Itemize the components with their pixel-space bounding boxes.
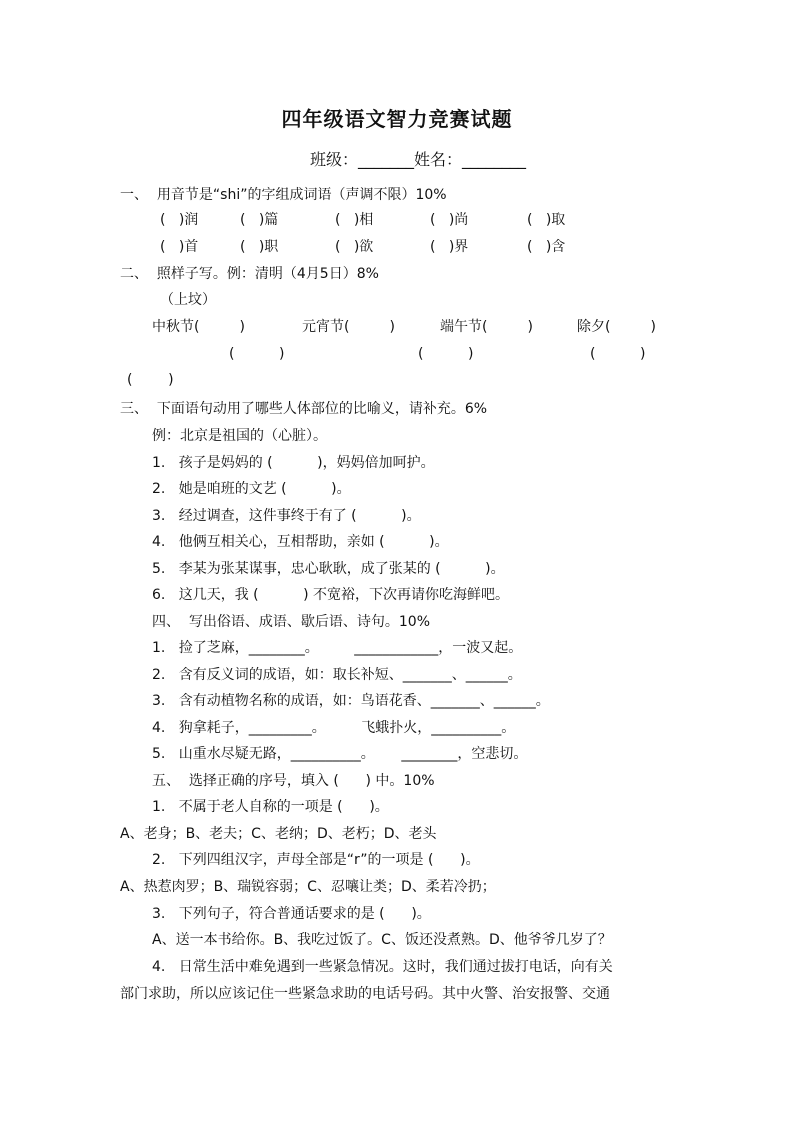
section-4-item: 5. 山重水尽疑无路，__________。 ________，空悲切。 [152,746,528,762]
class-name-fields: 班级：_______姓名：________ [309,150,526,169]
section-4-item: 1. 捡了芝麻，________。 ____________，一波又起。 [152,640,523,656]
blank-item: ( )职 [240,239,279,255]
section-4-item: 3. 含有动植物名称的成语，如：鸟语花香、_______、______。 [152,693,550,709]
answer-blank: ( ) [127,372,174,388]
section-5-item: A、送一本书给你。B、我吃过饭了。C、饭还没煮熟。D、他爷爷几岁了？ [152,932,612,948]
answer-blank: ( ) [229,346,285,362]
blank-item: ( )尚 [430,212,469,228]
section-3-item: 5. 李某为张某谋事，忠心耿耿，成了张某的 ( )。 [152,561,505,577]
section-4-heading: 四、 写出俗语、成语、歇后语、诗句。10% [152,614,431,630]
section-2-heading: 二、 照样子写。例：清明（4月5日）8% [120,266,379,282]
blank-item: ( )取 [527,212,566,228]
section-5-item: A、老身；B、老夫；C、老纳；D、老朽；D、老头 [120,826,437,842]
section-5-item: 4. 日常生活中难免遇到一些紧急情况。这时，我们通过拔打电话，向有关 [152,959,613,975]
blank-item: ( )首 [160,239,199,255]
blank-item: ( )润 [160,212,199,228]
festival-item: 除夕( ) [577,319,656,335]
blank-item: ( )界 [430,239,469,255]
section-1-heading: 一、 用音节是“shi”的字组成词语（声调不限）10% [120,187,447,203]
section-5-item: 1. 不属于老人自称的一项是 ( )。 [152,799,389,815]
section-3-item: 1. 孩子是妈妈的 ( )，妈妈倍加呵护。 [152,455,435,471]
blank-item: ( )相 [335,212,374,228]
festival-item: 中秋节( ) [152,319,245,335]
festival-item: 元宵节( ) [302,319,395,335]
section-2-example-cont: （上坟） [160,292,216,308]
section-5-item: 3. 下列句子，符合普通话要求的是 ( )。 [152,906,431,922]
section-3-heading: 三、 下面语句动用了哪些人体部位的比喻义，请补充。6% [120,401,488,417]
section-3-item: 2. 她是咱班的文艺 ( )。 [152,481,351,497]
answer-blank: ( ) [590,346,646,362]
blank-item: ( )欲 [335,239,374,255]
section-3-item: 3. 经过调查，这件事终于有了 ( )。 [152,508,421,524]
section-3-item: 6. 这几天，我 ( ) 不宽裕，下次再请你吃海鲜吧。 [152,587,510,603]
blank-item: ( )篇 [240,212,279,228]
section-5-heading: 五、 选择正确的序号，填入 ( ) 中。10% [152,773,435,789]
festival-item: 端午节( ) [440,319,533,335]
section-5-item: A、热惹肉罗；B、瑞锐容弱；C、忍嚷让类；D、柔若冷扔； [120,879,496,895]
section-3-item: 4. 他俩互相关心，互相帮助，亲如 ( )。 [152,534,449,550]
blank-item: ( )含 [527,239,566,255]
page-title: 四年级语文智力竞赛试题 [281,107,513,131]
section-4-item: 2. 含有反义词的成语，如：取长补短、_______、______。 [152,667,522,683]
section-4-item: 4. 狗拿耗子，_________。 飞蛾扑火，__________。 [152,720,516,736]
answer-blank: ( ) [418,346,474,362]
section-3-example: 例：北京是祖国的（心脏）。 [152,428,327,444]
section-5-item: 2. 下列四组汉字，声母全部是“r”的一项是 ( )。 [152,852,480,868]
section-5-item: 部门求助，所以应该记住一些紧急求助的电话号码。其中火警、治安报警、交通 [120,986,610,1002]
